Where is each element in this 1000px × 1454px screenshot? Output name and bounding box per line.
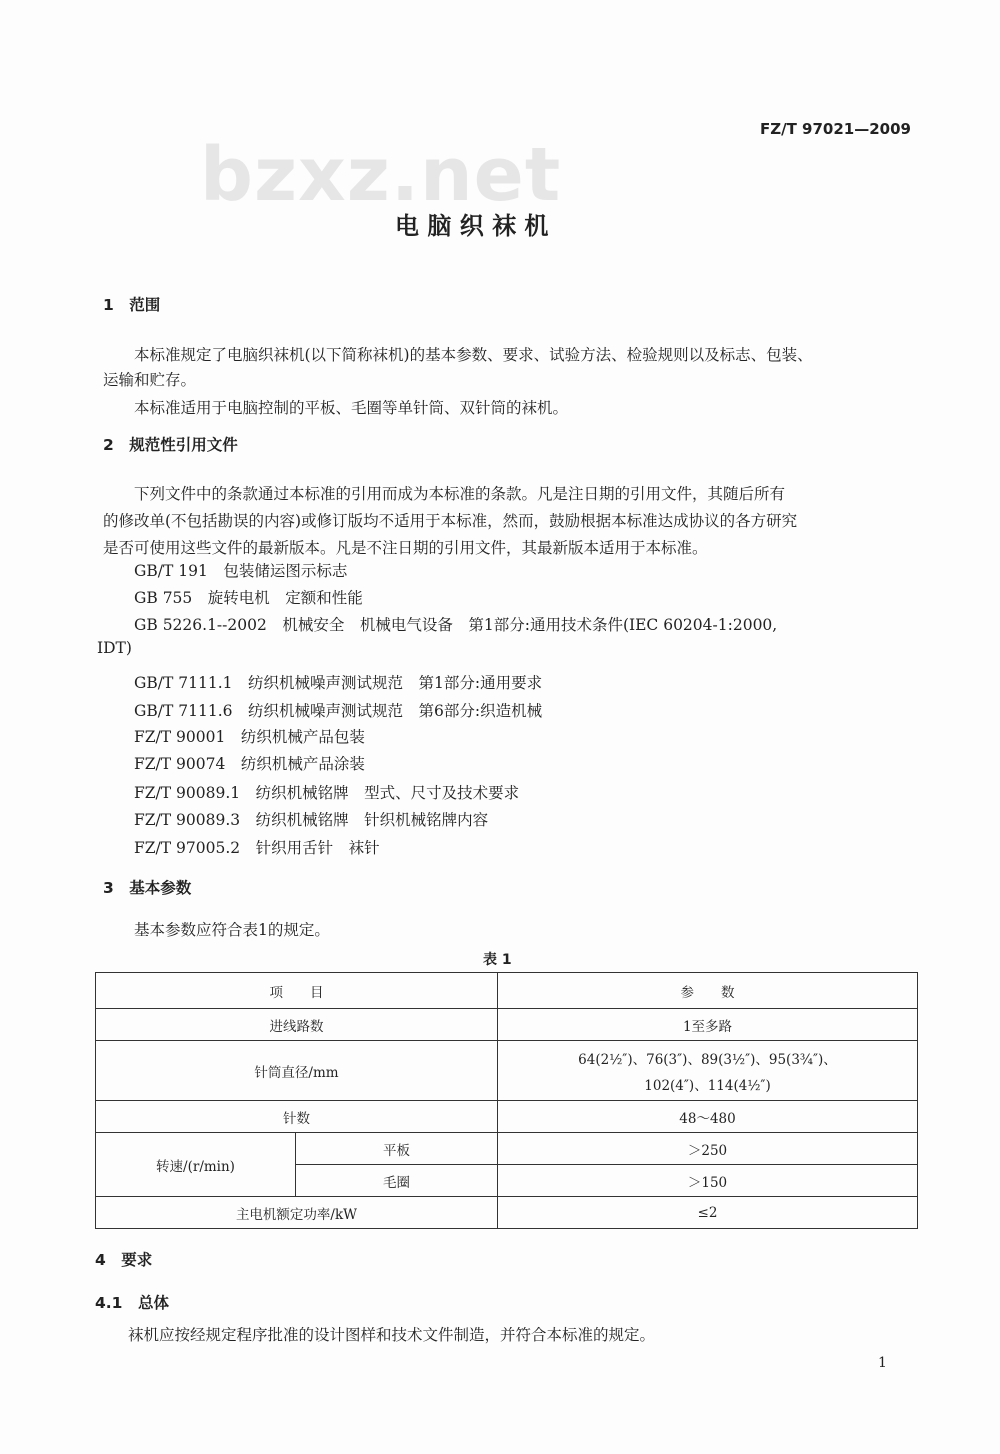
paragraph: 的修改单(不包括勘误的内容)或修订版均不适用于本标准，然而，鼓励根据本标准达成协议的各方研究 (103, 512, 798, 530)
cell-line: 64(2½″)、76(3″)、89(3½″)、95(3¾″)、 (578, 1051, 837, 1068)
page-number: 1 (878, 1355, 887, 1371)
table-header: 参 数 (498, 973, 918, 1009)
reference-item: FZ/T 90074 纺织机械产品涂装 (134, 755, 365, 773)
section-4-heading: 4 要求 (95, 1251, 153, 1269)
paragraph: 下列文件中的条款通过本标准的引用而成为本标准的条款。凡是注日期的引用文件，其随后所有 (134, 485, 786, 503)
table-row: 转速/(r/min) 平板 ＞250 (96, 1133, 918, 1165)
reference-item: GB 755 旋转电机 定额和性能 (134, 589, 363, 607)
parameters-table (95, 972, 918, 1229)
table-row: 进线路数 1至多路 (96, 1009, 918, 1041)
paragraph: 本标准规定了电脑织袜机(以下简称袜机)的基本参数、要求、试验方法、检验规则以及标志、包装、 (134, 346, 813, 364)
section-4-1-heading: 4.1 总体 (95, 1294, 169, 1312)
reference-item: GB/T 191 包装储运图示标志 (134, 562, 348, 580)
table-row: 针筒直径/mm 64(2½″)、76(3″)、89(3½″)、95(3¾″)、 102(4″)、114(4½″) (96, 1041, 918, 1101)
reference-item: IDT) (97, 639, 132, 657)
table-row: 针数 48～480 (96, 1101, 918, 1133)
reference-item: FZ/T 90089.3 纺织机械铭牌 针织机械铭牌内容 (134, 811, 489, 829)
cell-line: 102(4″)、114(4½″) (644, 1077, 771, 1094)
standard-code: FZ/T 97021—2009 (760, 120, 911, 138)
table-row: 主电机额定功率/kW ≤2 (96, 1197, 918, 1229)
table-row: 毛圈 ＞150 (96, 1165, 918, 1197)
paragraph: 本标准适用于电脑控制的平板、毛圈等单针筒、双针筒的袜机。 (134, 399, 569, 417)
reference-item: GB 5226.1--2002 机械安全 机械电气设备 第1部分:通用技术条件(IEC 60204-1:2000, (134, 616, 778, 634)
section-2-heading: 2 规范性引用文件 (103, 436, 238, 454)
section-1-heading: 1 范围 (103, 296, 161, 314)
section-3-heading: 3 基本参数 (103, 879, 192, 897)
table-header: 项 目 (96, 973, 498, 1009)
reference-item: FZ/T 97005.2 针织用舌针 袜针 (134, 839, 380, 857)
paragraph: 基本参数应符合表1的规定。 (134, 921, 330, 939)
document-title: 电 脑 织 袜 机 (395, 212, 549, 240)
table-caption: 表 1 (483, 952, 512, 968)
watermark: bzxz.net (200, 132, 562, 218)
paragraph: 是否可使用这些文件的最新版本。凡是不注日期的引用文件，其最新版本适用于本标准。 (103, 539, 708, 557)
reference-item: GB/T 7111.6 纺织机械噪声测试规范 第6部分:织造机械 (134, 702, 543, 720)
paragraph: 袜机应按经规定程序批准的设计图样和技术文件制造，并符合本标准的规定。 (128, 1326, 656, 1344)
reference-item: FZ/T 90089.1 纺织机械铭牌 型式、尺寸及技术要求 (134, 784, 520, 802)
paragraph: 运输和贮存。 (103, 371, 197, 389)
reference-item: FZ/T 90001 纺织机械产品包装 (134, 728, 365, 746)
reference-item: GB/T 7111.1 纺织机械噪声测试规范 第1部分:通用要求 (134, 674, 543, 692)
